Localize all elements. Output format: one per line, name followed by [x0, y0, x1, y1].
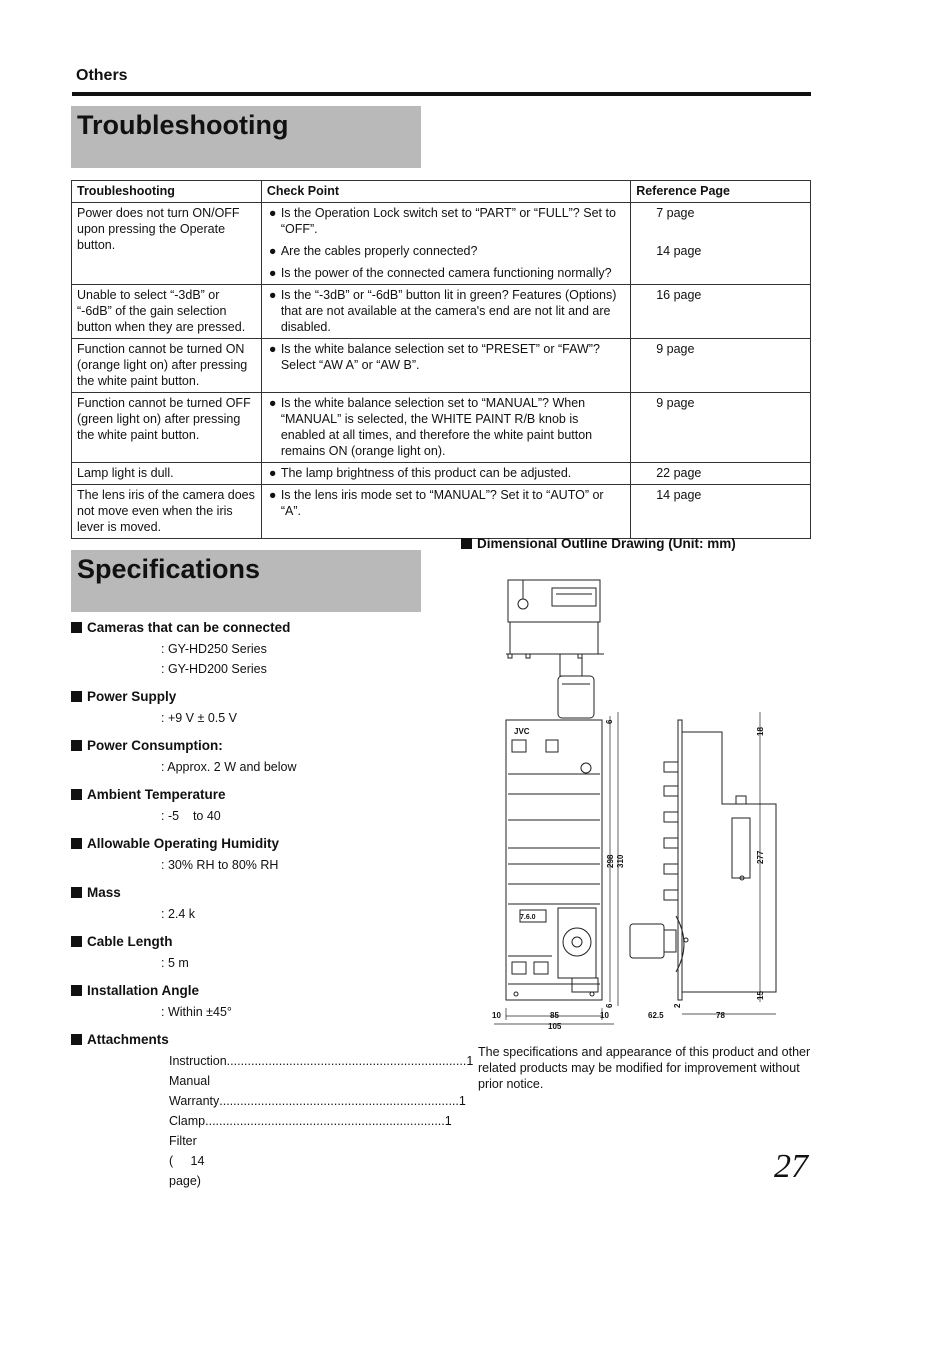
spec-item — [71, 834, 421, 875]
check-point-item: ● The lamp brightness of this product can be adjusted. — [268, 466, 572, 480]
spec-item — [71, 736, 421, 777]
dimension-label: 18 — [756, 727, 765, 736]
reference-page: 22 page — [656, 466, 702, 480]
leader-dots: ..................................................................... — [226, 1054, 467, 1068]
specifications-title: Specifications — [77, 554, 261, 584]
check-point-cell — [261, 339, 630, 393]
square-bullet-icon — [71, 691, 82, 702]
table-row — [72, 339, 811, 393]
square-bullet-icon — [71, 838, 82, 849]
attachment-qty: 1 — [466, 1054, 474, 1068]
page-number: 27 — [774, 1148, 808, 1185]
reference-page: 16 page — [656, 288, 702, 302]
drawing-brand: JVC — [514, 727, 530, 736]
reference-cell — [631, 393, 811, 463]
spec-item — [71, 785, 421, 826]
problem-cell: The lens iris of the camera does not move even when the iris lever is moved. — [72, 485, 262, 539]
reference-cell — [631, 463, 811, 485]
dimension-label: 15 — [756, 991, 765, 1000]
bullet-icon: ● — [268, 266, 277, 280]
problem-cell: Power does not turn ON/OFF upon pressing the Operate button. — [72, 203, 262, 285]
drawing-display-readout: 7.6.0 — [520, 914, 536, 921]
check-point-item: ● Is the power of the connected camera functioning normally? — [268, 266, 612, 280]
problem-cell: Function cannot be turned ON (orange light on) after pressing the white paint button. — [72, 339, 262, 393]
attachment-name: Warranty — [169, 1094, 220, 1108]
column-header: Troubleshooting — [72, 181, 262, 203]
troubleshooting-table — [71, 180, 811, 539]
spec-label: Cable Length — [87, 933, 173, 949]
reference-page: 7 page — [656, 206, 695, 220]
problem-cell: Unable to select “-3dB” or “-6dB” of the gain selection button when they are pressed. — [72, 285, 262, 339]
section-label: Others — [76, 67, 128, 84]
bullet-icon: ● — [268, 342, 277, 356]
spec-value: : Approx. 2 W and below — [161, 760, 297, 774]
reference-page: 14 page — [656, 488, 702, 502]
dimension-label: 10 — [600, 1011, 609, 1020]
troubleshooting-title-band — [71, 106, 421, 168]
spec-item — [71, 883, 421, 924]
spec-item — [71, 932, 421, 973]
check-point-cell — [261, 285, 630, 339]
spec-label: Power Consumption: — [87, 737, 223, 753]
spec-label: Installation Angle — [87, 982, 200, 998]
square-bullet-icon — [71, 1034, 82, 1045]
top-rule — [72, 92, 811, 96]
attachment-qty: 1 — [458, 1094, 466, 1108]
spec-value: : 30% RH to 80% RH — [161, 858, 279, 872]
spec-item — [71, 981, 421, 1022]
check-point-item: ● Are the cables properly connected? — [268, 244, 478, 258]
check-point-item: ● Is the white balance selection set to “MANUAL”? When “MANUAL” is selected, the WHITE PAINT R/B knob is enabled at all times, and therefore the white paint button remains ON (orange light on). — [268, 396, 593, 458]
bullet-icon: ● — [268, 466, 277, 480]
attachment-name: Instruction Manual — [169, 1054, 227, 1088]
square-bullet-icon — [71, 985, 82, 996]
specifications-title-band — [71, 550, 421, 612]
spec-label: Mass — [87, 884, 121, 900]
dimension-label: 277 — [756, 850, 765, 864]
bullet-icon: ● — [268, 206, 277, 220]
spec-item — [71, 1030, 474, 1191]
spec-label: Cameras that can be connected — [87, 619, 291, 635]
bullet-icon: ● — [268, 244, 277, 258]
check-point-cell — [261, 463, 630, 485]
attachment-row — [169, 1091, 466, 1111]
reference-page: 9 page — [656, 342, 695, 356]
check-point-item: ● Is the “-3dB” or “-6dB” button lit in green? Features (Options) that are not available at the camera's end are not lit and are disabled. — [268, 288, 617, 334]
spec-item — [71, 687, 421, 728]
spec-value: : Within ±45° — [161, 1005, 232, 1019]
attachment-row — [169, 1111, 452, 1191]
attachment-name: Clamp Filter ( 14 page) — [169, 1114, 206, 1188]
reference-page: 9 page — [656, 396, 695, 410]
dimension-label: 2 — [673, 1003, 682, 1008]
leader-dots: ..................................................................... — [219, 1094, 459, 1108]
table-header-row — [72, 181, 811, 203]
table-row — [72, 463, 811, 485]
table-row — [72, 393, 811, 463]
column-header: Reference Page — [631, 181, 811, 203]
reference-cell — [631, 203, 811, 285]
check-point-item: ● Is the Operation Lock switch set to “PART” or “FULL”? Set to “OFF”. — [268, 206, 616, 236]
dimension-label: 6 — [605, 719, 614, 724]
attachment-qty: 1 — [444, 1114, 452, 1128]
square-bullet-icon — [71, 622, 82, 633]
notice-text: The specifications and appearance of this product and other related products may be modified for improvement without prior notice. — [478, 1045, 811, 1091]
reference-page: 14 page — [656, 244, 702, 258]
spec-value: : +9 V ± 0.5 V — [161, 711, 238, 725]
bullet-icon: ● — [268, 288, 277, 302]
dimension-label: 298 — [606, 854, 615, 868]
dimensional-outline-drawing — [486, 572, 776, 1034]
spec-label: Ambient Temperature — [87, 786, 226, 802]
spec-value: : 5 m — [161, 956, 189, 970]
bullet-icon: ● — [268, 488, 277, 502]
troubleshooting-title: Troubleshooting — [77, 110, 289, 140]
spec-item — [71, 618, 421, 679]
dimension-label: 85 — [550, 1011, 559, 1020]
drawing-heading — [461, 536, 736, 551]
square-bullet-icon — [71, 887, 82, 898]
check-point-cell — [261, 393, 630, 463]
leader-dots: ..................................................................... — [205, 1114, 445, 1128]
table-row — [72, 285, 811, 339]
attachment-row — [169, 1051, 474, 1091]
check-point-cell — [261, 203, 630, 285]
table-row — [72, 485, 811, 539]
square-bullet-icon — [71, 936, 82, 947]
reference-cell — [631, 285, 811, 339]
dimension-label: 10 — [492, 1011, 501, 1020]
spec-value: : 2.4 k — [161, 907, 196, 921]
dimension-label: 6 — [605, 1003, 614, 1008]
drawing-title: Dimensional Outline Drawing (Unit: mm) — [477, 536, 736, 551]
bullet-icon: ● — [268, 396, 277, 410]
square-bullet-icon — [71, 740, 82, 751]
reference-cell — [631, 339, 811, 393]
column-header: Check Point — [261, 181, 630, 203]
check-point-item: ● Is the lens iris mode set to “MANUAL”? Set it to “AUTO” or “A”. — [268, 488, 604, 518]
dimension-label: 105 — [548, 1022, 562, 1031]
spec-label: Power Supply — [87, 688, 177, 704]
dimension-label: 310 — [616, 854, 625, 868]
dimension-label: 78 — [716, 1011, 725, 1020]
attachments-list — [169, 1051, 474, 1191]
specifications-list — [71, 618, 474, 1199]
spec-value: : GY-HD200 Series — [161, 662, 267, 676]
square-bullet-icon — [461, 538, 472, 549]
table-row — [72, 203, 811, 285]
spec-label: Allowable Operating Humidity — [87, 835, 280, 851]
problem-cell: Function cannot be turned OFF (green light on) after pressing the white paint button. — [72, 393, 262, 463]
reference-cell — [631, 485, 811, 539]
spec-value: : -5 to 40 — [161, 809, 221, 823]
check-point-cell — [261, 485, 630, 539]
spec-value: : GY-HD250 Series — [161, 642, 267, 656]
problem-cell: Lamp light is dull. — [72, 463, 262, 485]
dimension-label: 62.5 — [648, 1011, 664, 1020]
square-bullet-icon — [71, 789, 82, 800]
check-point-item: ● Is the white balance selection set to “PRESET” or “FAW”? Select “AW A” or “AW B”. — [268, 342, 600, 372]
spec-label: Attachments — [87, 1031, 169, 1047]
